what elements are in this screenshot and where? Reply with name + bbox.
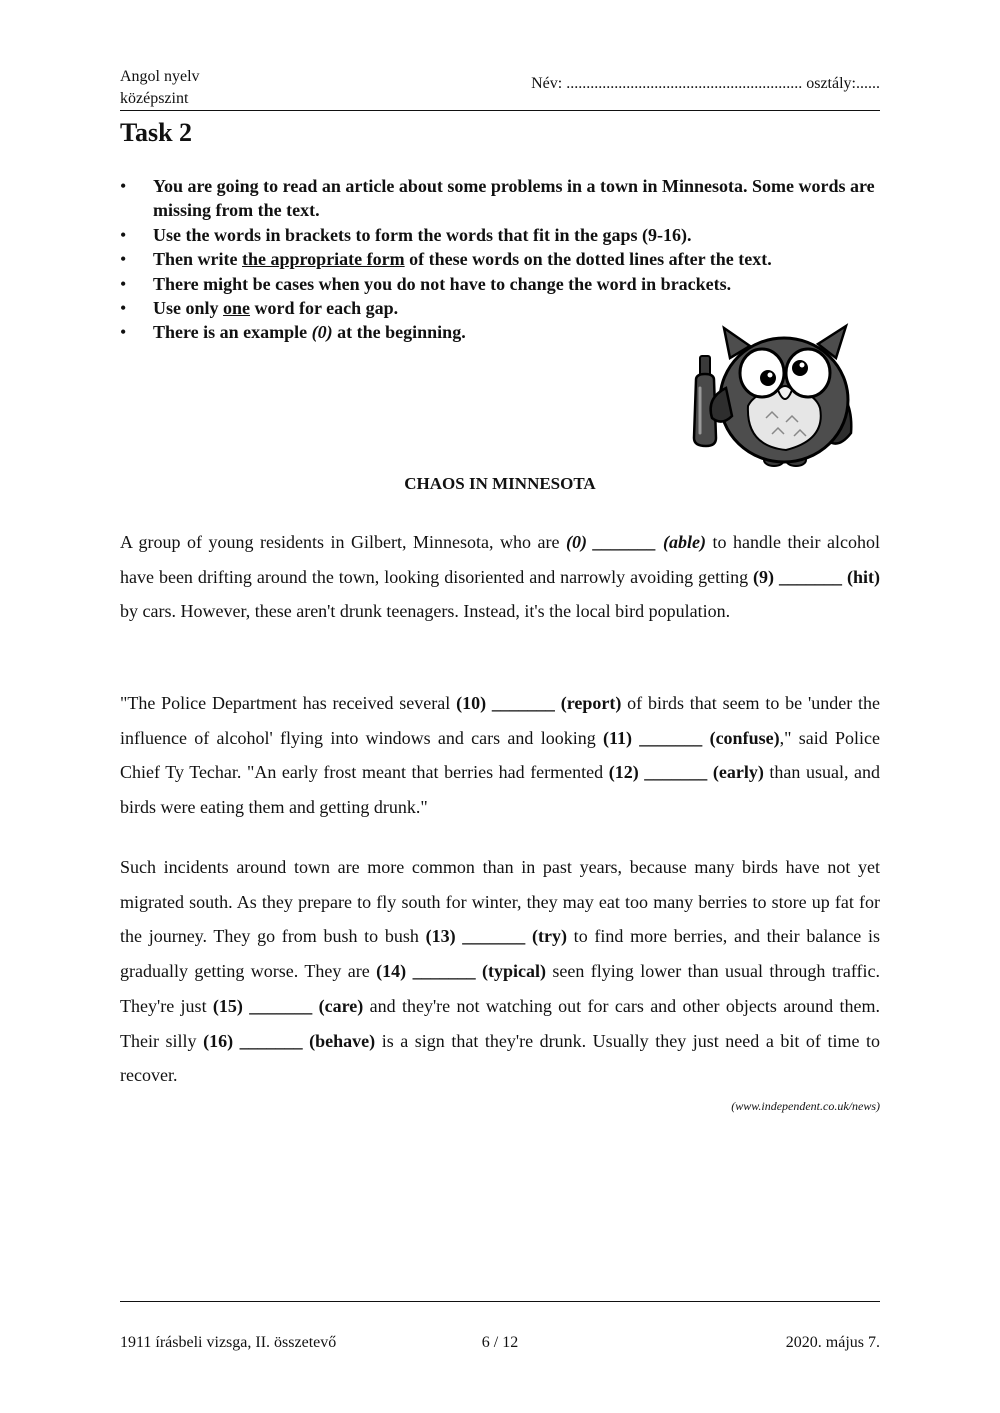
- instruction-item: • There is an example (0) at the beginning.: [120, 320, 880, 344]
- gap-15: (15) _______: [212, 995, 313, 1016]
- article-paragraph-1: A group of young residents in Gilbert, Minnesota, who are (0) _______ (able) to handle their alcohol have been drifting around the town, looking disoriented and narrowly avoiding getting (9) _______ (hit) by cars. However, these aren't drunk teenagers. Instead, it's the local bird population.: [120, 532, 880, 622]
- gap-11: (11) _______: [603, 727, 703, 748]
- drunk-owl-with-bottle-icon: [686, 318, 861, 473]
- gap-12: (12) _______: [608, 762, 708, 783]
- subject-line-1: Angol nyelv: [120, 68, 200, 85]
- instruction-item: • You are going to read an article about some problems in a town in Minnesota. Some words are missing from the text.: [120, 174, 880, 223]
- instruction-item: • There might be cases when you do not have to change the word in brackets.: [120, 272, 880, 296]
- word-12: (early): [712, 762, 764, 783]
- word-15: (care): [318, 995, 364, 1016]
- source-citation: (www.independent.co.uk/news): [731, 1099, 880, 1113]
- name-class-field: Név: ........................................................... osztály:......: [531, 75, 880, 92]
- page-number: 6 / 12: [481, 1334, 519, 1351]
- word-11: (confuse): [709, 727, 780, 748]
- footer-divider: [120, 1301, 880, 1302]
- header-divider: [120, 110, 880, 111]
- instruction-item: • Use the words in brackets to form the words that fit in the gaps (9-16).: [120, 223, 880, 247]
- article-paragraph-2: "The Police Department has received several (10) _______ (report) of birds that seem to be 'under the influence of alcohol' flying into windows and cars and looking (11) _______ (confuse)," said Police Chief Ty Techar. "An early frost meant that berries had fermented (12) _______ (early) than usual, and birds were eating them and getting drunk.": [120, 693, 881, 818]
- gap-14: (14) _______: [376, 961, 476, 982]
- word-14: (typical): [482, 961, 546, 982]
- word-13: (try): [532, 926, 567, 947]
- gap-0: (0) _______: [566, 532, 657, 552]
- subject-line-2: középszint: [120, 90, 189, 107]
- gap-13: (13) _______: [425, 926, 526, 947]
- task-title: Task 2: [120, 118, 193, 147]
- gap-16: (16) _______: [203, 1030, 303, 1051]
- word-9: (hit): [847, 566, 880, 587]
- exam-date: 2020. május 7.: [785, 1334, 880, 1351]
- gap-9: (9) _______: [753, 566, 843, 587]
- article-paragraph-3: Such incidents around town are more common than in past years, because many birds have not yet migrated south. As they prepare to fly south for winter, they may eat too many berries to store up fat for the journey. They go from bush to bush (13) _______ (try) to find more berries, and their balance is gradually getting worse. They are (14) _______ (typical) seen flying lower than usual through traffic. They're just (15) _______ (care) and they're not watching out for cars and other objects around them. Their silly (16) _______ (behave) is a sign that they're drunk. Usually they just need a bit of time to recover.: [120, 857, 881, 1086]
- subject-label: [120, 66, 200, 110]
- word-0: (able): [663, 532, 707, 552]
- exam-code: 1911 írásbeli vizsga, II. összetevő: [120, 1334, 337, 1351]
- word-16: (behave): [309, 1030, 376, 1051]
- article-title: CHAOS IN MINNESOTA: [404, 474, 596, 493]
- gap-10: (10) _______: [456, 693, 555, 713]
- word-10: (report): [560, 693, 622, 713]
- instruction-item: • Then write the appropriate form of these words on the dotted lines after the text.: [120, 247, 880, 271]
- instruction-item: • Use only one word for each gap.: [120, 296, 880, 320]
